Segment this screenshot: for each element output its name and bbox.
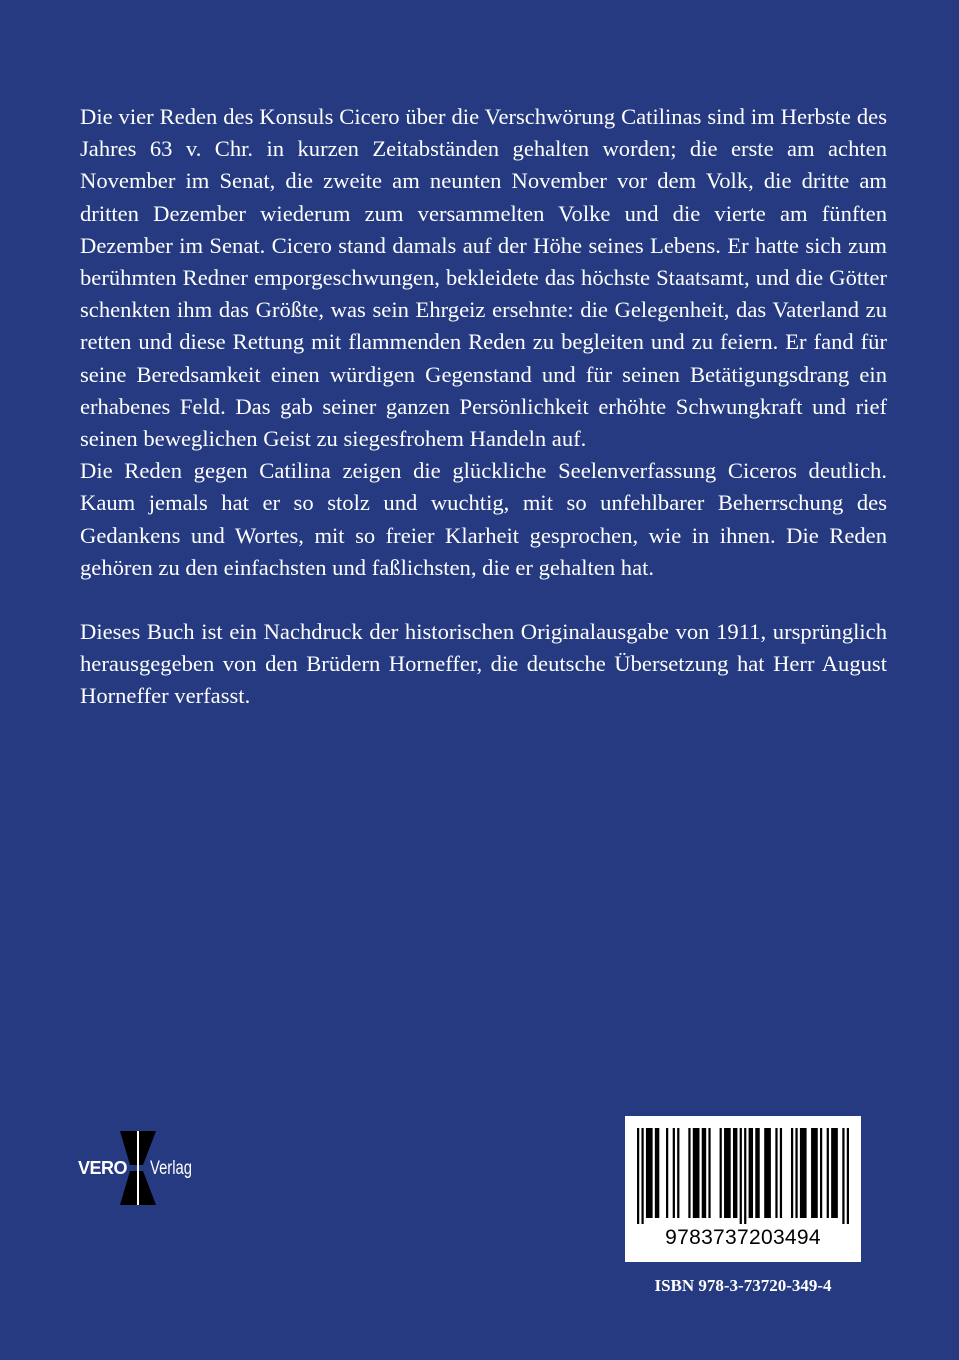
barcode-bar [755,1128,759,1218]
barcode-bar [744,1128,746,1224]
barcode-bar [827,1128,829,1218]
publisher-logo [74,1131,204,1205]
barcode-bar [800,1128,807,1218]
barcode-bar [673,1128,675,1218]
blurb-paragraph-1: Die vier Reden des Konsuls Cicero über die Verschwörung Catilinas sind im Herbste des Jahres 63 v. Chr. in kurzen Zeitabständen gehalten worden; die erste am achten November im Senat, die zweite am neunten November vor dem Volk, die dritte am dritten Dezember wiederum zum versammelten Volke und die vierte am fünften Dezember im Senat. Cicero stand damals auf der Höhe seines Lebens. Er hatte sich zum berühmten Redner emporgeschwungen, bekleidete das höchste Staatsamt, und die Götter schenkten ihm das Größte, was sein Ehrgeiz ersehnte: die Gelegenheit, das Vaterland zu retten und diese Rettung mit flammenden Reden zu begleiten und zu feiern. Er fand für seine Beredsamkeit einen würdigen Gegenstand und für seinen Betätigungsdrang ein erhabenes Feld. Das gab seiner ganzen Persönlichkeit erhöhte Schwungkraft und rief seinen beweglichen Geist zu siegesfrohem Handeln auf. [80,104,887,452]
barcode-bar [702,1128,706,1218]
barcode-bars [637,1128,849,1224]
barcode-bar [842,1128,844,1224]
barcode-bar [655,1128,659,1218]
barcode-bar [720,1128,722,1218]
publisher-logo-verlag: Verlag [150,1158,193,1179]
barcode [625,1116,861,1262]
isbn-label: ISBN 978-3-73720-349-4 [654,1276,832,1295]
barcode-bar [820,1128,822,1218]
barcode-bar [791,1128,793,1218]
barcode-bar [708,1128,710,1218]
barcode-bar [740,1128,742,1224]
barcode-bar [677,1128,679,1218]
blurb-paragraph-3: Dieses Buch ist ein Nachdruck der historischen Originalausgabe von 1911, ursprünglich herausgegeben von den Brüdern Horneffer, die deutsche Übersetzung hat Herr August Horneffer verfasst. [80,619,887,709]
barcode-bar [637,1128,639,1224]
barcode-bar [666,1128,668,1218]
barcode-bar [775,1128,777,1218]
barcode-bar [733,1128,737,1218]
barcode-bar [749,1128,753,1218]
barcode-bar [831,1128,838,1218]
barcode-bar [764,1128,771,1218]
barcode-bar [847,1128,849,1224]
barcode-bar [688,1128,690,1218]
barcode-bar [724,1128,731,1218]
blurb-text [80,101,887,713]
barcode-bar [811,1128,818,1218]
blurb-paragraph-2: Die Reden gegen Catilina zeigen die glückliche Seelenverfassung Ciceros deutlich. Kaum jemals hat er so stolz und wuchtig, mit so unfehlbarer Beherrschung des Gedankens und Wortes, mit so freier Klarheit gesprochen, wie in ihnen. Die Reden gehören zu den einfachsten und faßlichsten, die er gehalten hat. [80,458,887,580]
publisher-logo-vero: VERO [78,1158,128,1178]
barcode-bar [693,1128,700,1218]
barcode-bar [641,1128,643,1224]
barcode-number: 9783737203494 [665,1226,821,1249]
barcode-bar [646,1128,653,1218]
barcode-bar [795,1128,797,1218]
barcode-bar [780,1128,782,1218]
